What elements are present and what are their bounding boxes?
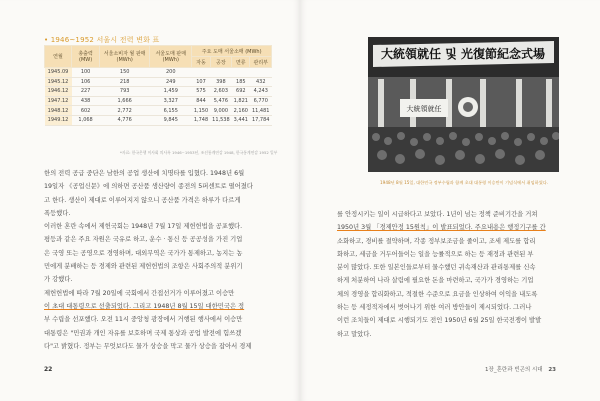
table-cell: 1946.12: [45, 87, 72, 97]
col-header: 연월: [45, 46, 72, 68]
table-cell: 692: [232, 87, 250, 97]
text-line: 평등과 같은 주요 자원은 국유로 하고, 운수 · 통신 등 공공성을 가진 기업: [44, 236, 243, 244]
table-cell: 1945.12: [45, 77, 72, 87]
text-line: 이 초대 대통령으로 선출되었다. 그리고 1948년 8월 15일 대한민국은 정: [44, 302, 245, 310]
text-line: 폭등했다.: [44, 209, 71, 217]
banner-text: 大統領就任 및 光復節紀念式場: [381, 47, 545, 61]
table-cell: 227: [72, 87, 100, 97]
table-caption: • 1946~1952 서울시 전력 변화 표: [44, 36, 160, 44]
table-row: [45, 77, 272, 87]
table-cell: 1,459: [150, 87, 192, 97]
table-cell: 2,160: [233, 107, 248, 114]
table-cell: 106: [72, 77, 100, 87]
electricity-table: [44, 45, 272, 126]
table-row: [45, 115, 272, 125]
table-cell: 1945.09: [45, 68, 72, 78]
table-row: [45, 87, 272, 97]
col-header: 서울도매 판매 (MWh): [150, 46, 192, 68]
photo-caption: 1948년 8월 15일, 대한민국 정부수립과 함께 초대 대통령 이승만이 기념식에서 취임하였다.: [380, 180, 549, 185]
table-cell: 17,784: [250, 115, 272, 125]
podium-sign: 大統領就任: [406, 105, 442, 113]
table-cell: 218: [100, 77, 150, 87]
text-line: 제헌헌법에 따라 7월 20일에 국회에서 간접선거가 이루어졌고 이승만: [44, 289, 235, 297]
table-row: [45, 106, 272, 116]
table-cell: 150: [100, 68, 150, 78]
table-cell: 1,748: [193, 117, 209, 124]
subheader: 관리부: [250, 57, 272, 68]
text-line: 하고 말았다.: [337, 330, 372, 338]
table-cell: [210, 68, 232, 78]
table-cell: 1,150: [193, 107, 209, 114]
table-cell: 432: [250, 77, 272, 87]
page-number-right: 23: [548, 367, 556, 373]
table-cell: 107: [192, 77, 210, 87]
historical-photo: [368, 37, 559, 172]
table-note: *자료: 한국은행 이사회 의사록 1946~1953년, 조선통계연감 1948, 한국통계연감 1952 일부: [120, 150, 278, 155]
table-cell: [250, 68, 272, 78]
chapter-title: 1장_혼란과 빈곤의 시대: [485, 367, 543, 373]
table-cell: 602: [72, 106, 100, 116]
table-cell: [232, 68, 250, 78]
table-cell: 200: [150, 68, 192, 78]
subheader: 자동: [192, 57, 210, 68]
table-cell: 100: [72, 68, 100, 78]
table-cell: 1949.12: [45, 115, 72, 125]
table-cell: 2,603: [210, 87, 232, 97]
text-line: 분이 많았다. 또한 일본인들로부터 물수했던 귀속재산과 관리통제를 신속: [337, 264, 536, 272]
right-body-text: [337, 208, 546, 341]
table-cell: 1,821: [233, 98, 248, 105]
table-cell: 9,000: [210, 106, 232, 116]
table-cell: 11,538: [212, 117, 230, 124]
table-cell: 438: [72, 96, 100, 106]
text-line: 하는 등 세정적자에서 벗어나기 위한 여러 방안들이 제시되었다. 그러나: [337, 304, 532, 312]
text-line: 가 강했다.: [44, 276, 73, 284]
table-cell: 793: [100, 87, 150, 97]
text-line: 1950년 3월 「경제안정 15원칙」이 발표되었다. 주요내용은 행정기구를 간: [337, 224, 546, 232]
text-line: 다"고 밝혔다. 정부는 무엇보다도 물가 상승을 막고 물가 상승을 잡아서 경제: [44, 342, 252, 350]
table-row: [45, 96, 272, 106]
left-body-text: [44, 167, 253, 353]
table-row: [45, 68, 272, 78]
text-line: 한의 전력 공급 중단은 남한의 공업 생산에 치명타를 입혔다. 1948년 6월: [44, 170, 245, 177]
text-line: 이런 조치들이 제대로 시행되기도 전인 1950년 6월 25일 한국전쟁이 발발: [337, 317, 542, 325]
table-cell: 3,441: [233, 117, 248, 124]
table-cell: 575: [192, 87, 210, 97]
table-cell: 844: [192, 96, 210, 106]
text-line: 민에게 분배하는 등 경제와 관련된 제헌헌법의 조항은 사회주의적 분위기: [44, 263, 243, 271]
text-line: 소화하고, 경비를 절약하며, 각종 정부보조금을 줄이고, 조세 제도를 합리: [337, 237, 536, 245]
text-line: 를 안정시키는 일이 시급하다고 보았다. 1년이 넘는 정책 준비기간을 거쳐: [337, 211, 538, 218]
table-cell: 6,770: [250, 96, 272, 106]
text-line: 화하고, 세금을 거두어들이는 일을 능률적으로 하는 등 재정과 관련된 부: [337, 250, 534, 258]
text-line: 이러한 혼란 속에서 제헌국회는 1948년 7월 17일 제헌헌법을 공포했다.: [44, 223, 243, 231]
table-cell: 1,666: [100, 96, 150, 106]
table-cell: 11,481: [250, 106, 272, 116]
page-footer: [485, 365, 556, 373]
text-line: 은 국영 또는 공영으로 경영하며, 대외무역은 국가가 통제하고, 농지는 농: [44, 249, 243, 257]
table-cell: 5,476: [210, 96, 232, 106]
table-cell: 1948.12: [45, 106, 72, 116]
text-line: 19일자 《공업신문》에 의하면 공산품 생산량이 종전의 5퍼센트로 떨어졌다: [44, 183, 253, 191]
table-cell: [192, 68, 210, 78]
text-line: 하게 처분하여 나라 살림에 필요한 돈을 마련하고, 국가가 경영하는 기업: [337, 277, 534, 285]
col-header: 총출력 (MW): [72, 46, 100, 68]
table-cell: 6,155: [150, 106, 192, 116]
table-cell: 9,845: [150, 115, 192, 125]
table-cell: 4,776: [100, 115, 150, 125]
table-cell: 185: [232, 77, 250, 87]
text-line: 체의 경영을 합리화하고, 적절한 수준으로 요금을 인상하여 이익을 내도록: [337, 290, 538, 298]
table-cell: 398: [210, 77, 232, 87]
table-cell: 1947.12: [45, 96, 72, 106]
table-cell: 4,243: [250, 87, 272, 97]
text-line: 대통령은 "민권과 개인 자유를 보호하며 국제 통상과 공업 발전에 힘쓰겠: [44, 329, 242, 337]
col-header: 서울소비자 월 판매 (MWh): [100, 46, 150, 68]
col-header: 주요 도매 서울소매 (MWh): [192, 46, 272, 57]
subheader: 공장: [210, 57, 232, 68]
text-line: 부 수립을 선포했다. 오전 11시 중앙청 광장에서 거행된 행사에서 이승만: [44, 316, 243, 324]
table-cell: 2,772: [100, 106, 150, 116]
subheader: 면류: [232, 57, 250, 68]
table-cell: 1,068: [72, 115, 100, 125]
table-cell: 3,327: [150, 96, 192, 106]
table-cell: 249: [150, 77, 192, 87]
photo-illustration: [368, 37, 559, 172]
text-line: 고 한다. 생산이 제대로 이루어지지 않으니 공산품 가격은 하루가 다르게: [44, 196, 241, 204]
page-number-left: 22: [44, 366, 53, 373]
